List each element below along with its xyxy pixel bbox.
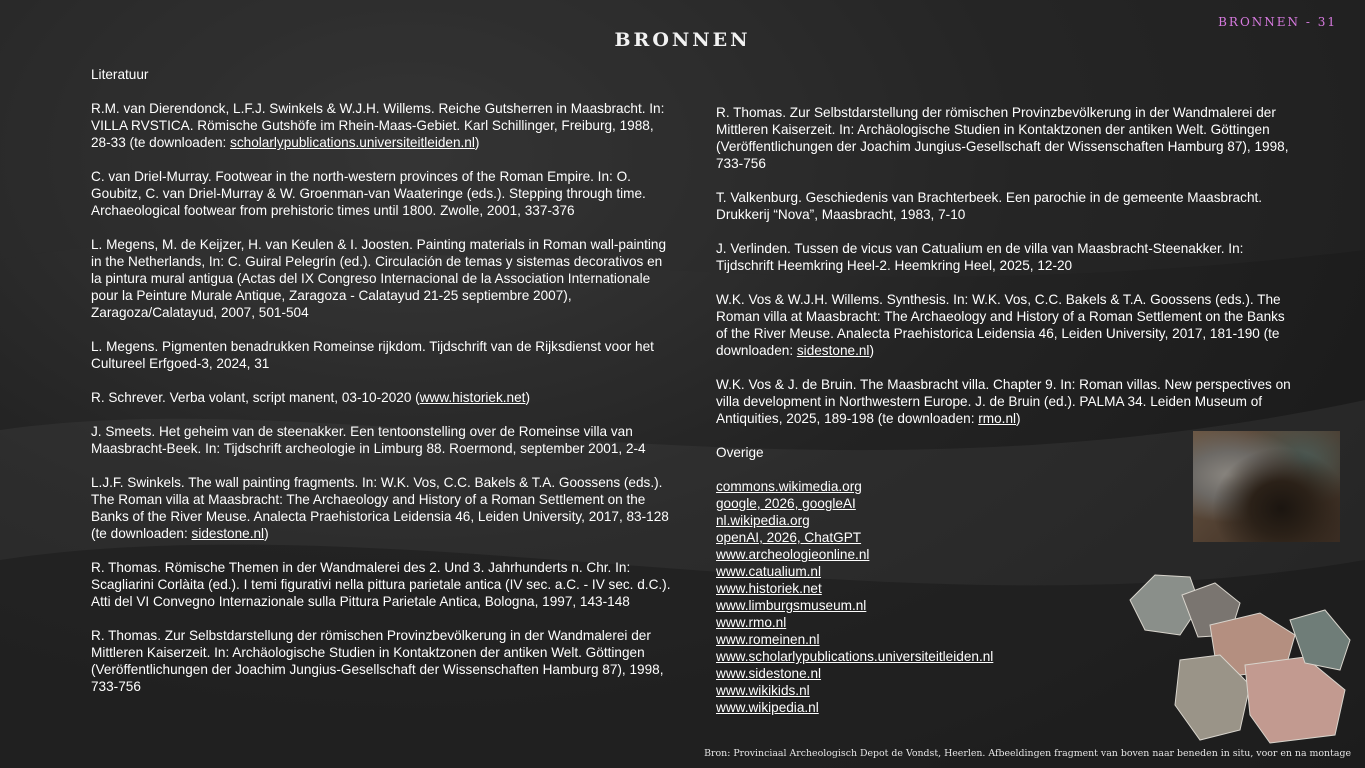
- fragment-photo-in-situ: [1193, 431, 1340, 542]
- reference-entry: [91, 627, 676, 695]
- reference-text: W.K. Vos & W.J.H. Willems. Synthesis. In: W.K. Vos, C.C. Bakels & T.A. Goossens (eds.). The Roman villa at Maasbracht: The Archaeology and History of a Roman Settlement on the Banks of the River Meuse. Analecta Praehistorica Leidensia 46, Leiden University, 2017, 181-190 (te downloaden:: [716, 292, 1285, 358]
- page-label: BRONNEN - 31: [1218, 15, 1337, 29]
- reference-entry: [91, 338, 676, 372]
- reference-entry: [716, 376, 1296, 427]
- source-caption: Bron: Provinciaal Archeologisch Depot de Vondst, Heerlen. Afbeeldingen fragment van boven naar beneden in situ, voor en na montage: [704, 748, 1351, 759]
- other-link[interactable]: www.sidestone.nl: [716, 666, 822, 681]
- other-link[interactable]: www.catualium.nl: [716, 564, 822, 579]
- other-link[interactable]: www.limburgsmuseum.nl: [716, 598, 867, 613]
- other-link[interactable]: www.historiek.net: [716, 581, 822, 596]
- other-link[interactable]: www.romeinen.nl: [716, 632, 820, 647]
- other-link[interactable]: google, 2026, googleAI: [716, 496, 856, 511]
- reference-text-end: ): [869, 343, 874, 358]
- reference-entry: [716, 104, 1296, 172]
- reference-entry: [91, 100, 676, 151]
- other-heading: Overige: [716, 445, 764, 460]
- reference-text: J. Smeets. Het geheim van de steenakker. Een tentoonstelling over de Romeinse villa van Maasbracht-Beek. In: Tijdschrift archeologie in Limburg 88. Roermond, september 2001, 2-4: [91, 424, 646, 456]
- left-column: [91, 66, 676, 712]
- reference-text: W.K. Vos & J. de Bruin. The Maasbracht villa. Chapter 9. In: Roman villas. New perspectives on villa development in Northwestern Europe. J. de Bruin (ed.). PALMA 34. Leiden Museum of Antiquities, 2025, 189-198 (te downloaden:: [716, 377, 1291, 426]
- reference-entry: [91, 559, 676, 610]
- reference-entry: [91, 423, 676, 457]
- reference-link[interactable]: sidestone.nl: [191, 526, 265, 541]
- reference-entry: [716, 189, 1296, 223]
- other-link[interactable]: www.archeologieonline.nl: [716, 547, 870, 562]
- fragment-montage-image: [1120, 565, 1360, 745]
- reference-text-end: ): [1016, 411, 1021, 426]
- reference-entry: [91, 474, 676, 542]
- reference-text: R. Thomas. Römische Themen in der Wandmalerei des 2. Und 3. Jahrhunderts n. Chr. In: Scagliarini Corlàita (ed.). I temi figurativi nella pittura parietale antica (IV sec. a.C. - IV sec. d.C.). Atti del VI Convegno Internazionale sulla Pittura Parietale Antica, Bologna, 1997, 143-148: [91, 560, 671, 609]
- reference-text: L. Megens. Pigmenten benadrukken Romeinse rijkdom. Tijdschrift van de Rijksdienst voor het Cultureel Erfgoed-3, 2024, 31: [91, 339, 654, 371]
- reference-text: R. Schrever. Verba volant, script manent, 03-10-2020 (: [91, 390, 420, 405]
- reference-text: L. Megens, M. de Keijzer, H. van Keulen & I. Joosten. Painting materials in Roman wall-painting in the Netherlands, In: C. Guiral Pelegrín (ed.). Circulación de temas y sistemas decorativos en la pintura mural antigua (Actas del IX Congreso Internacional de la Association Internationale pour la Peinture Murale Antique, Zaragoza - Calatayud 21-25 septiembre 2007), Zaragoza/Calatayud, 2007, 501-504: [91, 237, 667, 320]
- reference-text-end: ): [525, 390, 530, 405]
- other-link[interactable]: www.wikikids.nl: [716, 683, 810, 698]
- other-link[interactable]: www.rmo.nl: [716, 615, 787, 630]
- left-entry-list: [91, 100, 676, 695]
- reference-text: T. Valkenburg. Geschiedenis van Brachterbeek. Een parochie in de gemeente Maasbracht. Drukkerij “Nova”, Maasbracht, 1983, 7-10: [716, 190, 1263, 222]
- right-entry-list: [716, 104, 1296, 427]
- other-link[interactable]: commons.wikimedia.org: [716, 479, 862, 494]
- reference-text: J. Verlinden. Tussen de vicus van Catualium en de villa van Maasbracht-Steenakker. In: Tijdschrift Heemkring Heel-2. Heemkring Heel, 2025, 12-20: [716, 241, 1244, 273]
- reference-text: C. van Driel-Murray. Footwear in the north-western provinces of the Roman Empire. In: O. Goubitz, C. van Driel-Murray & W. Groenman-van Waateringe (eds.). Stepping through time. Archaeological footwear from prehistoric times until 1800. Zwolle, 2001, 337-376: [91, 169, 646, 218]
- reference-text: L.J.F. Swinkels. The wall painting fragments. In: W.K. Vos, C.C. Bakels & T.A. Goossens (eds.). The Roman villa at Maasbracht: The Archaeology and History of a Roman Settlement on the Banks of the River Meuse. Analecta Praehistorica Leidensia 46, Leiden University, 2017, 83-128 (te downloaden:: [91, 475, 669, 541]
- reference-entry: [716, 240, 1296, 274]
- reference-entry: [91, 389, 676, 406]
- reference-entry: [91, 236, 676, 321]
- reference-link[interactable]: sidestone.nl: [796, 343, 870, 358]
- reference-link[interactable]: scholarlypublications.universiteitleiden.nl: [230, 135, 475, 150]
- reference-entry: [716, 291, 1296, 359]
- reference-link[interactable]: www.historiek.net: [419, 390, 526, 405]
- reference-text: R. Thomas. Zur Selbstdarstellung der römischen Provinzbevölkerung in der Wandmalerei der Mittleren Kaiserzeit. In: Archäologische Studien in Kontaktzonen der antiken Welt. Göttingen (Veröffentlichungen der Joachim Jungius-Gesellschaft der Wissenschaften Hamburg 87), 1998, 733-756: [716, 105, 1289, 171]
- other-link[interactable]: www.wikipedia.nl: [716, 700, 819, 715]
- reference-text: R. Thomas. Zur Selbstdarstellung der römischen Provinzbevölkerung in der Wandmalerei der Mittleren Kaiserzeit. In: Archäologische Studien in Kontaktzonen der antiken Welt. Göttingen (Veröffentlichungen der Joachim Jungius-Gesellschaft der Wissenschaften Hamburg 87), 1998, 733-756: [91, 628, 664, 694]
- reference-entry: [91, 168, 676, 219]
- literature-heading: Literatuur: [91, 67, 149, 82]
- reference-text: R.M. van Dierendonck, L.F.J. Swinkels & W.J.H. Willems. Reiche Gutsherren in Maasbracht. In: VILLA RVSTICA. Römische Gutshöfe im Rhein-Maas-Gebiet. Karl Schillinger, Freiburg, 1988, 28-33 (te downloaden:: [91, 101, 665, 150]
- other-link[interactable]: www.scholarlypublications.universiteitleiden.nl: [716, 649, 994, 664]
- other-link[interactable]: nl.wikipedia.org: [716, 513, 810, 528]
- other-link[interactable]: openAI, 2026, ChatGPT: [716, 530, 862, 545]
- reference-link[interactable]: rmo.nl: [978, 411, 1017, 426]
- reference-text-end: ): [474, 135, 480, 150]
- reference-text-end: ): [264, 526, 269, 541]
- page-title: BRONNEN: [614, 29, 751, 51]
